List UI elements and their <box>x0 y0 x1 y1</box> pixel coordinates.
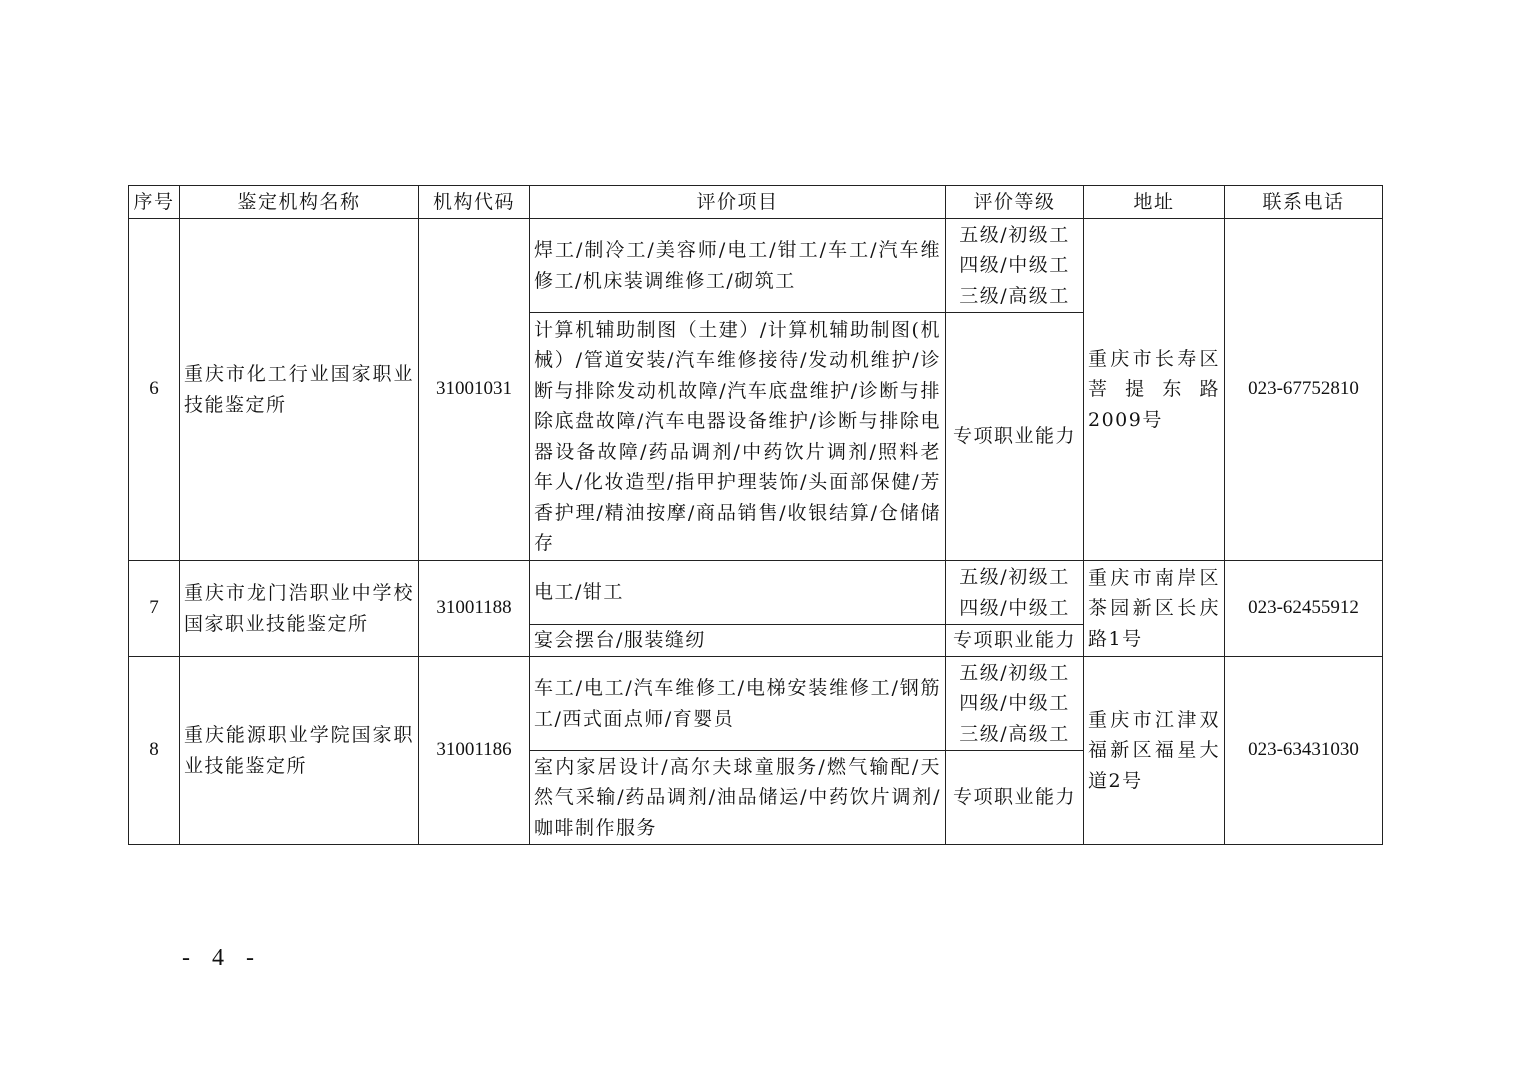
row-seq: 8 <box>129 657 180 845</box>
institution-code: 31001031 <box>419 219 530 561</box>
header-phone: 联系电话 <box>1225 186 1383 219</box>
level-line: 四级/中级工 <box>959 692 1070 715</box>
level-line: 五级/初级工 <box>959 223 1070 246</box>
institution-address: 重庆市江津双福新区福星大道2号 <box>1084 657 1225 845</box>
evaluation-levels <box>946 219 1084 313</box>
level-line: 专项职业能力 <box>952 425 1076 448</box>
header-name: 鉴定机构名称 <box>180 186 419 219</box>
evaluation-levels <box>946 657 1084 751</box>
level-line: 五级/初级工 <box>959 661 1070 684</box>
level-line: 三级/高级工 <box>959 722 1070 745</box>
level-line: 专项职业能力 <box>952 629 1076 652</box>
institution-address: 重庆市长寿区菩提东路2009号 <box>1084 219 1225 561</box>
institution-phone: 023-67752810 <box>1225 219 1383 561</box>
table-row <box>129 657 1383 751</box>
evaluation-items: 宴会摆台/服装缝纫 <box>530 625 946 657</box>
page-number: - 4 - <box>182 945 262 971</box>
institution-code: 31001186 <box>419 657 530 845</box>
level-line: 专项职业能力 <box>952 786 1076 809</box>
row-seq: 6 <box>129 219 180 561</box>
header-code: 机构代码 <box>419 186 530 219</box>
header-row <box>129 186 1383 219</box>
evaluation-items: 电工/钳工 <box>530 561 946 625</box>
institution-name: 重庆市化工行业国家职业技能鉴定所 <box>180 219 419 561</box>
institution-address: 重庆市南岸区茶园新区长庆路1号 <box>1084 561 1225 657</box>
evaluation-levels <box>946 561 1084 625</box>
evaluation-items: 室内家居设计/高尔夫球童服务/燃气输配/天然气采输/药品调剂/油品储运/中药饮片调剂/咖啡制作服务 <box>530 751 946 845</box>
institution-phone: 023-62455912 <box>1225 561 1383 657</box>
header-address: 地址 <box>1084 186 1225 219</box>
row-seq: 7 <box>129 561 180 657</box>
institution-name: 重庆市龙门浩职业中学校国家职业技能鉴定所 <box>180 561 419 657</box>
header-items: 评价项目 <box>530 186 946 219</box>
evaluation-levels <box>946 751 1084 845</box>
header-seq: 序号 <box>129 186 180 219</box>
evaluation-items: 计算机辅助制图（土建）/计算机辅助制图(机械）/管道安装/汽车维修接待/发动机维护/诊断与排除发动机故障/汽车底盘维护/诊断与排除底盘故障/汽车电器设备维护/诊断与排除电器设备故障/药品调剂/中药饮片调剂/照料老年人/化妆造型/指甲护理装饰/头面部保健/芳香护理/精油按摩/商品销售/收银结算/仓储储存 <box>530 313 946 561</box>
institution-name: 重庆能源职业学院国家职业技能鉴定所 <box>180 657 419 845</box>
table-row <box>129 561 1383 625</box>
evaluation-levels <box>946 313 1084 561</box>
level-line: 四级/中级工 <box>959 596 1070 619</box>
header-level: 评价等级 <box>946 186 1084 219</box>
appraisal-institutions-table <box>128 185 1383 845</box>
level-line: 四级/中级工 <box>959 254 1070 277</box>
institution-phone: 023-63431030 <box>1225 657 1383 845</box>
level-line: 五级/初级工 <box>959 566 1070 588</box>
evaluation-items: 焊工/制冷工/美容师/电工/钳工/车工/汽车维修工/机床装调维修工/砌筑工 <box>530 219 946 313</box>
table-row <box>129 219 1383 313</box>
evaluation-items: 车工/电工/汽车维修工/电梯安装维修工/钢筋工/西式面点师/育婴员 <box>530 657 946 751</box>
level-line: 三级/高级工 <box>959 284 1070 307</box>
institution-code: 31001188 <box>419 561 530 657</box>
evaluation-levels <box>946 625 1084 657</box>
